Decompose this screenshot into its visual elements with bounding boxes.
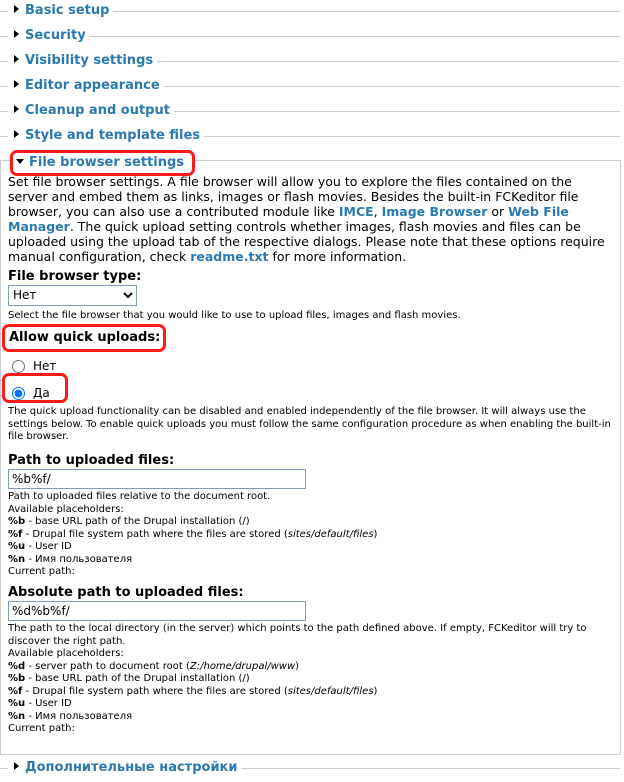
placeholder-key: %f <box>8 685 23 697</box>
intro-separator: or <box>487 204 509 219</box>
upload-path-description: Path to uploaded files relative to the document root. <box>8 491 271 502</box>
radio-label-yes: Да <box>33 386 50 400</box>
quick-uploads-label-wrap <box>9 330 160 345</box>
placeholder-text: - User ID <box>25 541 72 552</box>
placeholder-d <box>8 661 614 674</box>
upload-path-group <box>8 453 614 579</box>
expand-arrow-icon <box>14 105 19 113</box>
file-browser-type-select[interactable] <box>8 285 137 306</box>
placeholder-text: - Имя пользователя <box>25 553 133 565</box>
placeholder-text: - Drupal file system path where the files are stored ( <box>22 528 288 540</box>
fieldset-label: Дополнительные настройки <box>25 760 238 775</box>
intro-text: Set file browser settings. A file browser will allow you to explore the files contained on the server and embed them as links, images or flash movies. Besides the built-in FCKeditor file browser, you can also use a contributed module like <box>8 174 579 219</box>
placeholder-path: sites/default/files <box>287 685 374 697</box>
fieldset-label: Visibility settings <box>25 53 154 68</box>
readme-link[interactable]: readme.txt <box>190 249 269 264</box>
highlight-yes-option <box>2 373 68 403</box>
intro-text: . The quick upload setting controls whether images, flash movies and files can be uploaded using the upload tab of the respective dialogs. Please note that these options require manual configuration, check <box>8 219 605 264</box>
fieldset-visibility <box>0 50 620 75</box>
fieldset-basic-setup <box>0 0 620 25</box>
quick-uploads-description: The quick upload functionality can be disabled and enabled independently of the file browser. It will always use the settings below. To enable quick uploads you must follow the same configuration procedure as when enabling the built-in file browser. <box>8 406 611 442</box>
expand-arrow-icon <box>14 5 19 13</box>
placeholder-text: - Drupal file system path where the files are stored ( <box>22 685 288 697</box>
file-browser-type-description: Select the file browser that you would like to use to upload files, images and flash movies. <box>8 309 461 321</box>
placeholder-b <box>8 516 614 529</box>
absolute-path-label: Absolute path to uploaded files: <box>8 585 244 600</box>
quick-uploads-desc-wrap <box>8 406 614 444</box>
fieldset-editor-appearance <box>0 75 620 100</box>
web-file-manager-link[interactable]: Web File Manager <box>8 204 569 234</box>
expand-arrow-icon <box>14 130 19 138</box>
placeholder-text: ) <box>373 685 378 697</box>
placeholder-text: - base URL path of the Drupal installation (/) <box>25 516 250 527</box>
file-browser-type-group <box>8 269 461 322</box>
placeholder-text: - base URL path of the Drupal installation (/) <box>25 673 250 684</box>
fieldset-toggle-cleanup-output[interactable] <box>8 103 174 118</box>
fieldset-border <box>0 36 620 37</box>
intro-separator: , <box>373 204 382 219</box>
placeholder-key: %f <box>8 528 23 540</box>
placeholder-text: - User ID <box>25 698 72 709</box>
fieldset-toggle-editor-appearance[interactable] <box>8 78 164 93</box>
expand-arrow-icon <box>14 55 19 63</box>
radio-no[interactable] <box>12 360 25 373</box>
expand-arrow-icon <box>14 80 19 88</box>
current-path: Current path: <box>8 723 75 734</box>
imce-link[interactable]: IMCE <box>338 204 374 219</box>
placeholder-path: Z:/home/drupal/www <box>189 660 296 672</box>
placeholder-text: - server path to document root ( <box>25 660 190 672</box>
fieldset-cleanup-output <box>0 100 620 125</box>
expand-arrow-icon <box>14 30 19 38</box>
fieldset-toggle-basic-setup[interactable] <box>8 3 113 18</box>
placeholder-key: %u <box>8 698 26 709</box>
placeholder-text: - Имя пользователя <box>25 710 133 722</box>
fieldset-label: Editor appearance <box>25 78 160 93</box>
placeholder-key: %n <box>8 553 26 565</box>
placeholder-text: ) <box>295 660 300 672</box>
fieldset-label: Cleanup and output <box>25 103 170 118</box>
fieldset-additional-settings <box>0 757 620 782</box>
absolute-path-input[interactable] <box>8 601 306 621</box>
placeholder-u <box>8 541 614 554</box>
placeholder-text: ) <box>373 528 378 540</box>
fieldset-toggle-security[interactable] <box>8 28 90 43</box>
placeholder-key: %u <box>8 541 26 552</box>
fieldset-label: Security <box>25 28 86 43</box>
placeholder-b <box>8 673 614 686</box>
placeholder-f <box>8 686 614 699</box>
placeholder-key: %b <box>8 673 26 684</box>
radio-label-no: Нет <box>33 359 57 373</box>
placeholder-key: %n <box>8 710 26 722</box>
placeholder-n <box>8 711 614 724</box>
absolute-path-description: The path to the local directory (in the server) which points to the path defined above. If empty, FCKeditor will try to discover the right path. <box>8 623 587 647</box>
fieldset-style-template <box>0 125 620 150</box>
fieldset-toggle-visibility[interactable] <box>8 53 157 68</box>
placeholder-key: %d <box>8 660 26 672</box>
collapse-arrow-icon <box>16 159 24 164</box>
upload-path-input[interactable] <box>8 469 306 489</box>
file-browser-content <box>8 174 614 264</box>
placeholder-n <box>8 554 614 567</box>
fieldset-security <box>0 25 620 50</box>
fieldset-toggle-additional-settings[interactable] <box>8 760 241 775</box>
placeholder-u <box>8 698 614 711</box>
intro-text: for more information. <box>268 249 407 264</box>
fieldset-toggle-style-template[interactable] <box>8 128 204 143</box>
absolute-path-group <box>8 585 614 736</box>
file-browser-type-label: File browser type: <box>8 269 142 284</box>
fieldset-label: Basic setup <box>25 3 110 18</box>
fieldset-toggle-file-browser[interactable] <box>10 150 195 176</box>
placeholders-title: Available placeholders: <box>8 503 124 515</box>
file-browser-intro <box>8 174 614 264</box>
placeholders-title: Available placeholders: <box>8 648 124 659</box>
current-path: Current path: <box>8 566 75 577</box>
placeholder-path: sites/default/files <box>287 528 374 540</box>
fieldset-label: File browser settings <box>29 155 185 170</box>
placeholder-f <box>8 529 614 542</box>
expand-arrow-icon <box>14 762 19 770</box>
image-browser-link[interactable]: Image Browser <box>381 204 488 219</box>
quick-uploads-label: Allow quick uploads: <box>9 330 161 345</box>
upload-path-label: Path to uploaded files: <box>8 453 175 468</box>
placeholder-key: %b <box>8 516 26 527</box>
fieldset-label: Style and template files <box>25 128 201 143</box>
